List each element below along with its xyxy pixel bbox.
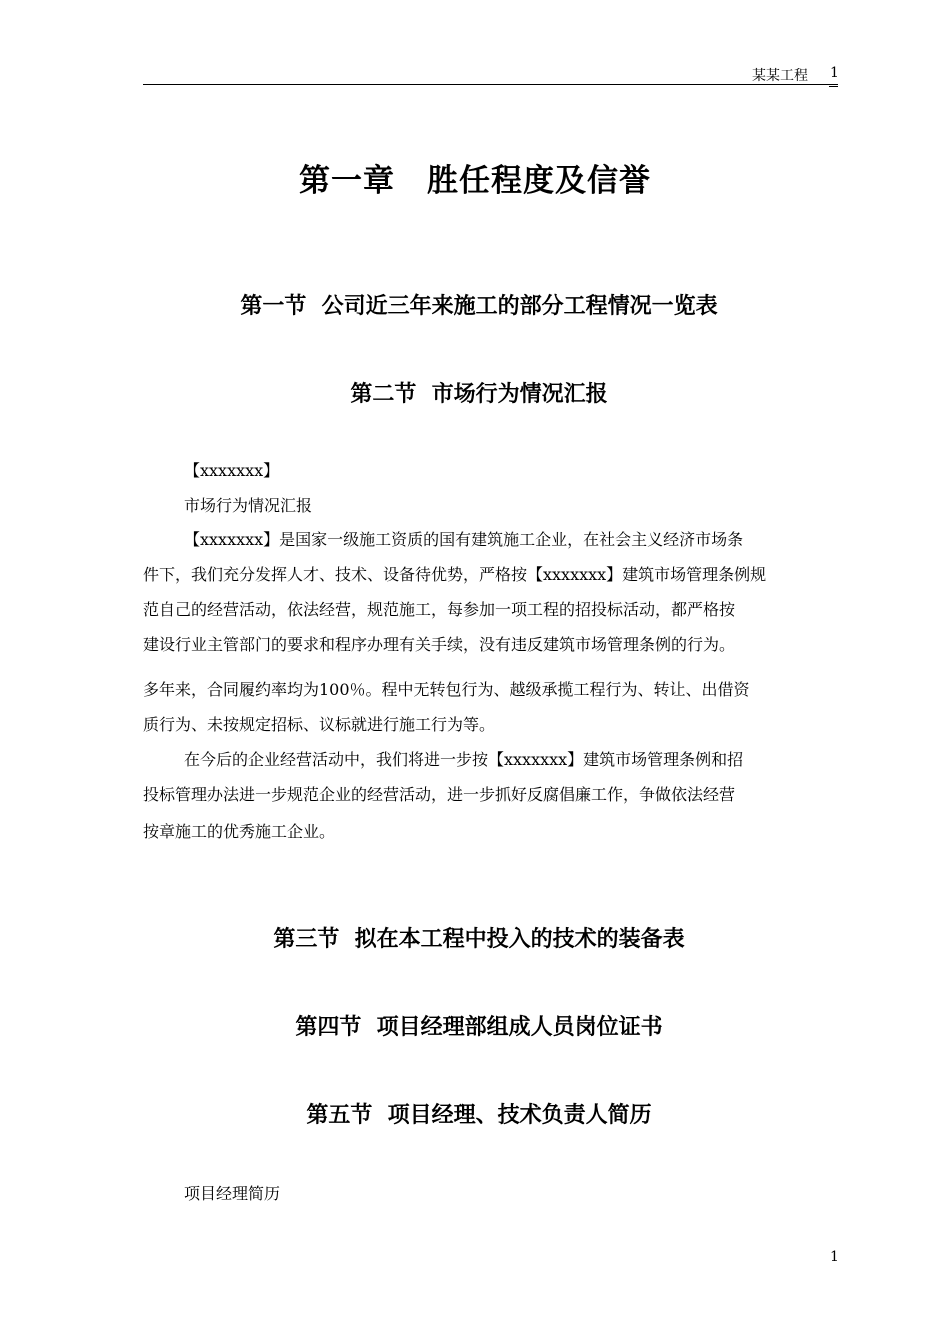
section-2-title: 第二节 市场行为情况汇报 [350, 382, 608, 407]
resume-label: 项目经理简历 [184, 1184, 281, 1203]
header-title: 某某工程 [752, 68, 808, 84]
section-3-title: 第三节 拟在本工程中投入的技术的装备表 [273, 927, 685, 952]
paragraph-line: 投标管理办法进一步规范企业的经营活动，进一步抓好反腐倡廉工作，争做依法经营 [143, 785, 736, 804]
paragraph-line: 市场行为情况汇报 [184, 496, 313, 515]
paragraph-line: 按章施工的优秀施工企业。 [143, 822, 336, 841]
section-4-title: 第四节 项目经理部组成人员岗位证书 [295, 1015, 663, 1040]
paragraph-line: 件下，我们充分发挥人才、技术、设备待优势，严格按【xxxxxxx】建筑市场管理条例规 [143, 565, 767, 584]
paragraph-line: 范自己的经营活动，依法经营，规范施工，每参加一项工程的招投标活动，都严格按 [143, 600, 736, 619]
paragraph-line: 建设行业主管部门的要求和程序办理有关手续，没有违反建筑市场管理条例的行为。 [143, 635, 736, 654]
paragraph-line: 在今后的企业经营活动中，我们将进一步按【xxxxxxx】建筑市场管理条例和招 [184, 750, 744, 769]
section-1-title: 第一节 公司近三年来施工的部分工程情况一览表 [240, 294, 718, 319]
paragraph-line: 质行为、未按规定招标、议标就进行施工行为等。 [143, 715, 496, 734]
paragraph-line: 【xxxxxxx】 [184, 461, 280, 480]
paragraph-line: 多年来，合同履约率均为100％。程中无转包行为、越级承揽工程行为、转让、出借资 [143, 680, 750, 699]
header-rule [143, 84, 838, 85]
chapter-title: 第一章 胜任程度及信誉 [299, 163, 651, 199]
header-number-underline [829, 86, 838, 87]
header-page-number: 1 [830, 65, 839, 81]
footer-page-number: 1 [830, 1249, 839, 1265]
section-5-title: 第五节 项目经理、技术负责人简历 [306, 1103, 652, 1128]
paragraph-line: 【xxxxxxx】是国家一级施工资质的国有建筑施工企业，在社会主义经济市场条 [184, 530, 744, 549]
